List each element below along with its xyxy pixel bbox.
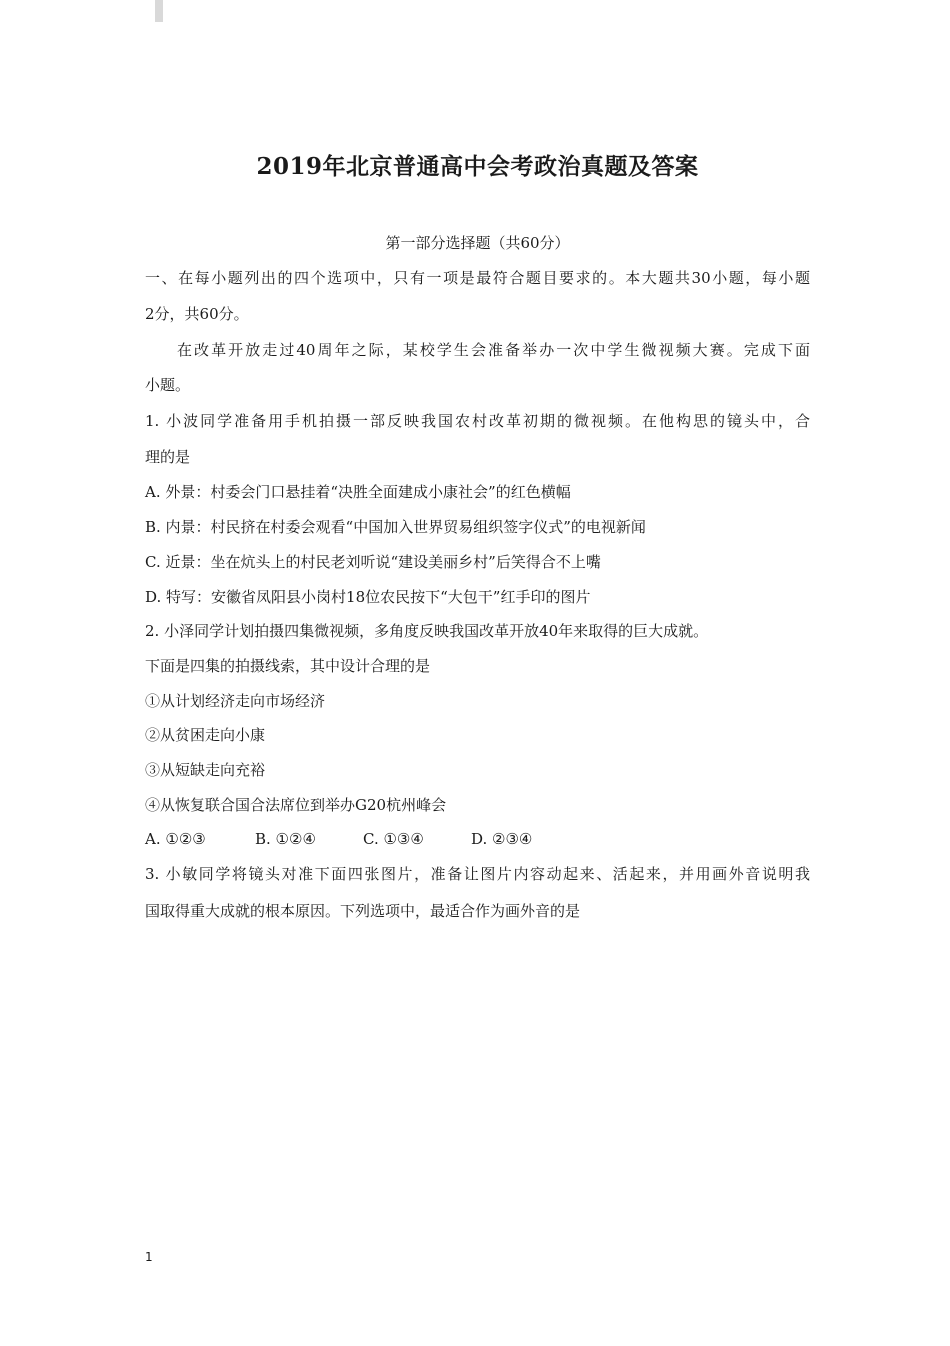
q1-stem-line-2: 理的是	[145, 448, 191, 466]
q1-option-a: A. 外景：村委会门口悬挂着“决胜全面建成小康社会”的红色横幅	[145, 483, 571, 501]
q2-item-1: ①从计划经济走向市场经济	[145, 692, 326, 710]
q2-stem-line-1: 2. 小泽同学计划拍摄四集微视频，多角度反映我国改革开放40年来取得的巨大成就。	[145, 622, 709, 640]
q2-option-c: C. ①③④	[363, 830, 424, 848]
q1-option-b: B. 内景：村民挤在村委会观看“中国加入世界贸易组织签字仪式”的电视新闻	[145, 518, 646, 536]
context-line-2: 小题。	[145, 376, 191, 394]
instructions-line-2: 2分，共60分。	[145, 305, 249, 323]
q1-stem-line-1: 1. 小波同学准备用手机拍摄一部反映我国农村改革初期的微视频。在他构思的镜头中，合	[145, 412, 810, 430]
instructions-line-1: 一、在每小题列出的四个选项中，只有一项是最符合题目要求的。本大题共30小题，每小题	[145, 269, 810, 287]
context-line-1: 在改革开放走过40周年之际，某校学生会准备举办一次中学生微视频大赛。完成下面	[177, 341, 810, 359]
q2-option-d: D. ②③④	[471, 830, 533, 848]
q3-stem-line-1: 3. 小敏同学将镜头对准下面四张图片，准备让图片内容动起来、活起来，并用画外音说明我	[145, 865, 810, 883]
q2-option-b: B. ①②④	[255, 830, 316, 848]
q2-item-2: ②从贫困走向小康	[145, 726, 266, 744]
scan-corner-mark	[155, 0, 163, 22]
q2-item-3: ③从短缺走向充裕	[145, 761, 266, 779]
q3-stem-line-2: 国取得重大成就的根本原因。下列选项中，最适合作为画外音的是	[145, 902, 581, 920]
q2-item-4: ④从恢复联合国合法席位到举办G20杭州峰会	[145, 796, 447, 814]
q2-option-a: A. ①②③	[145, 830, 206, 848]
q2-stem-line-2: 下面是四集的拍摄线索，其中设计合理的是	[145, 657, 431, 675]
q2-options-row	[145, 829, 810, 849]
document-title: 2019年北京普通高中会考政治真题及答案	[256, 153, 699, 180]
q1-option-d: D. 特写：安徽省凤阳县小岗村18位农民按下“大包干”红手印的图片	[145, 588, 591, 606]
q1-option-c: C. 近景：坐在炕头上的村民老刘听说“建设美丽乡村”后笑得合不上嘴	[145, 553, 601, 571]
page-number: 1	[145, 1250, 153, 1264]
section-heading: 第一部分选择题（共60分）	[385, 234, 570, 252]
